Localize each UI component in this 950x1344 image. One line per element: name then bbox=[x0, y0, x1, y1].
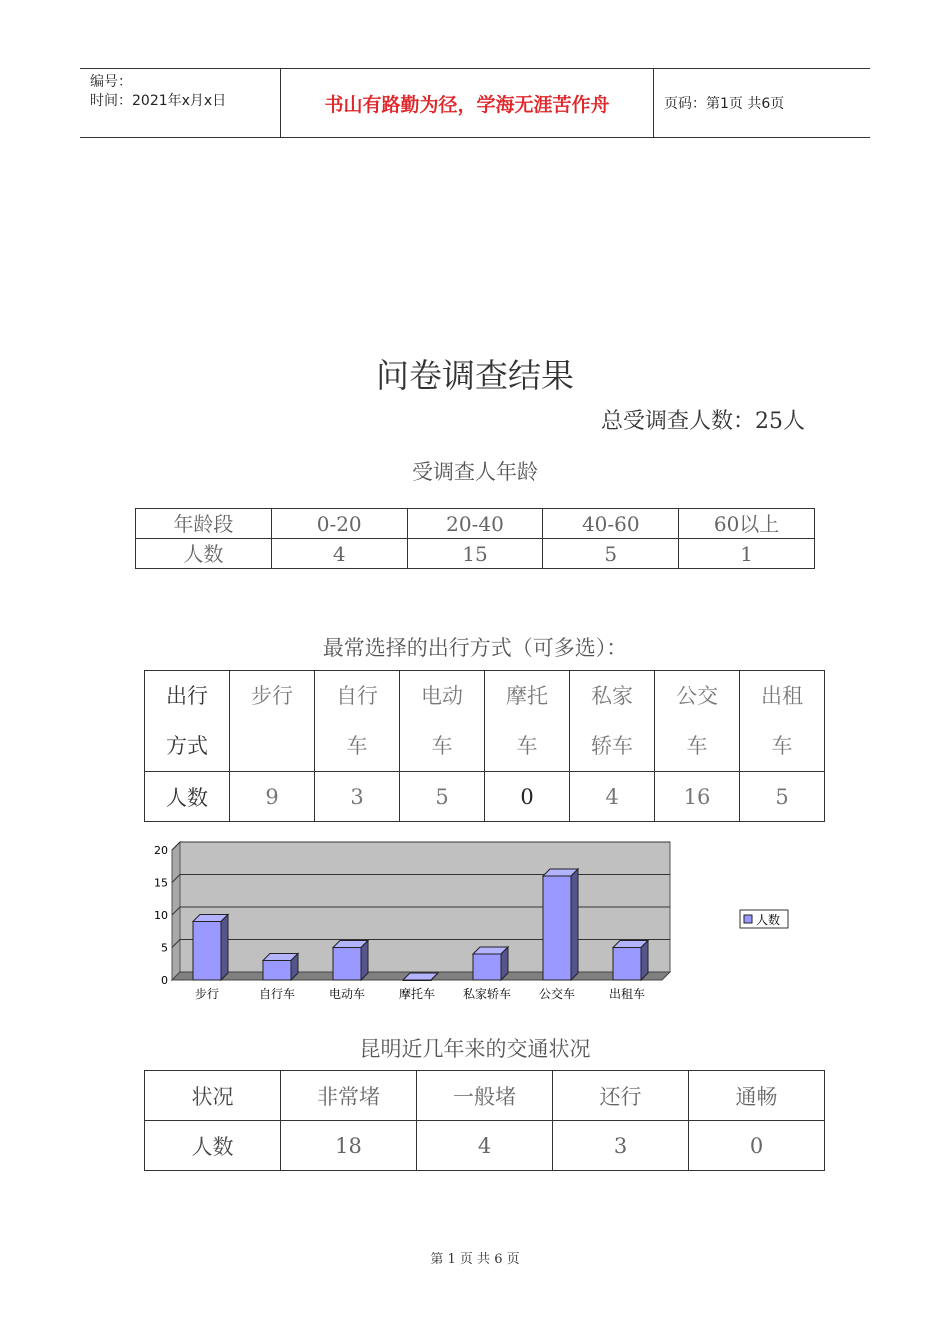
chart-bar bbox=[333, 948, 361, 981]
chart-y-tick-label: 15 bbox=[154, 876, 168, 890]
travel-header-cell bbox=[145, 671, 230, 772]
travel-section-title: 最常选择的出行方式（可多选）： bbox=[322, 636, 628, 660]
header-date: 时间：2021年x月x日 bbox=[90, 93, 227, 109]
travel-table bbox=[144, 670, 825, 822]
chart-x-tick-label: 公交车 bbox=[538, 987, 576, 1001]
chart-y-tick-label: 0 bbox=[161, 974, 168, 987]
travel-header-line: 电动 bbox=[421, 684, 463, 708]
traffic-table bbox=[144, 1070, 825, 1171]
age-table-header-row bbox=[136, 509, 815, 539]
chart-y-tick-label: 10 bbox=[154, 909, 168, 922]
traffic-table-header-row bbox=[145, 1071, 825, 1121]
travel-row-label: 人数 bbox=[145, 772, 230, 822]
travel-header-cell bbox=[655, 671, 740, 772]
age-header-cell: 0-20 bbox=[271, 509, 407, 539]
travel-header-line: 车 bbox=[346, 734, 368, 758]
traffic-value-cell: 3 bbox=[553, 1121, 689, 1171]
travel-header-line: 私家 bbox=[591, 684, 633, 708]
travel-value-cell: 4 bbox=[570, 772, 655, 822]
travel-header-line: 方式 bbox=[166, 734, 208, 758]
travel-header-line: 公交 bbox=[676, 684, 718, 708]
age-header-cell: 年龄段 bbox=[136, 509, 272, 539]
age-header-cell: 60以上 bbox=[679, 509, 815, 539]
traffic-value-cell: 人数 bbox=[145, 1121, 281, 1171]
travel-header-cell bbox=[485, 671, 570, 772]
document-title: 问卷调查结果 bbox=[376, 356, 574, 395]
travel-header-cell bbox=[400, 671, 485, 772]
travel-table-value-row bbox=[145, 772, 825, 822]
chart-bar-side bbox=[361, 941, 368, 981]
chart-bar bbox=[193, 922, 221, 981]
age-value-cell: 1 bbox=[679, 539, 815, 569]
travel-header-line: 出租 bbox=[761, 684, 803, 708]
travel-header-line: 车 bbox=[516, 734, 538, 758]
age-header-cell: 20-40 bbox=[407, 509, 543, 539]
travel-value-cell: 0 bbox=[485, 772, 570, 822]
page-header bbox=[80, 68, 870, 138]
chart-bar bbox=[263, 961, 291, 981]
traffic-header-cell: 状况 bbox=[145, 1071, 281, 1121]
travel-header-cell bbox=[570, 671, 655, 772]
traffic-value-cell: 0 bbox=[689, 1121, 825, 1171]
chart-bar-side bbox=[641, 941, 648, 981]
traffic-header-cell: 一般堵 bbox=[417, 1071, 553, 1121]
chart-y-tick-label: 20 bbox=[154, 844, 168, 857]
travel-table-header-row bbox=[145, 671, 825, 772]
chart-x-tick-label: 步行 bbox=[194, 987, 220, 1001]
age-value-cell: 5 bbox=[543, 539, 679, 569]
age-value-cell: 4 bbox=[271, 539, 407, 569]
travel-value-cell: 9 bbox=[230, 772, 315, 822]
traffic-value-cell: 18 bbox=[281, 1121, 417, 1171]
travel-bar-chart bbox=[140, 834, 810, 1004]
chart-bar-side bbox=[221, 915, 228, 981]
travel-value-cell: 5 bbox=[740, 772, 825, 822]
chart-x-tick-label: 自行车 bbox=[258, 987, 296, 1001]
chart-legend-swatch bbox=[744, 915, 752, 923]
chart-y-tick-label: 5 bbox=[161, 941, 168, 955]
chart-bar bbox=[473, 954, 501, 980]
chart-bar-side bbox=[571, 869, 578, 980]
header-motto: 书山有路勤为径，学海无涯苦作舟 bbox=[281, 69, 654, 137]
age-section-title: 受调查人年龄 bbox=[412, 460, 538, 484]
header-meta bbox=[80, 69, 281, 137]
chart-legend-label: 人数 bbox=[756, 913, 781, 927]
chart-bar bbox=[613, 948, 641, 981]
page-footer: 第 1 页 共 6 页 bbox=[430, 1252, 520, 1267]
travel-value-cell: 16 bbox=[655, 772, 740, 822]
travel-header-line: 车 bbox=[686, 734, 708, 758]
travel-header-line: 轿车 bbox=[591, 734, 633, 758]
header-page-number: 页码：第1页 共6页 bbox=[664, 96, 785, 112]
header-number: 编号： bbox=[90, 74, 132, 90]
chart-x-tick-label: 电动车 bbox=[328, 987, 366, 1001]
chart-x-tick-label: 摩托车 bbox=[398, 987, 436, 1001]
age-value-cell: 人数 bbox=[136, 539, 272, 569]
travel-header-cell bbox=[315, 671, 400, 772]
chart-x-tick-label: 出租车 bbox=[608, 987, 646, 1001]
age-table bbox=[135, 508, 815, 569]
traffic-header-cell: 通畅 bbox=[689, 1071, 825, 1121]
travel-header-cell bbox=[230, 671, 315, 772]
travel-header-line: 步行 bbox=[251, 684, 293, 708]
chart-bar bbox=[543, 876, 571, 980]
traffic-section-title: 昆明近几年来的交通状况 bbox=[359, 1037, 591, 1061]
travel-header-line: 摩托 bbox=[506, 684, 548, 708]
travel-header-cell bbox=[740, 671, 825, 772]
age-value-cell: 15 bbox=[407, 539, 543, 569]
travel-header-line: 车 bbox=[431, 734, 453, 758]
chart-x-tick-label: 私家轿车 bbox=[462, 987, 512, 1001]
travel-header-line: 车 bbox=[771, 734, 793, 758]
travel-value-cell: 3 bbox=[315, 772, 400, 822]
traffic-value-cell: 4 bbox=[417, 1121, 553, 1171]
travel-value-cell: 5 bbox=[400, 772, 485, 822]
travel-header-line: 出行 bbox=[166, 684, 208, 708]
travel-header-line: 自行 bbox=[336, 684, 378, 708]
age-table-value-row bbox=[136, 539, 815, 569]
traffic-table-value-row bbox=[145, 1121, 825, 1171]
total-respondents: 总受调查人数：25人 bbox=[601, 409, 805, 434]
traffic-header-cell: 非常堵 bbox=[281, 1071, 417, 1121]
age-header-cell: 40-60 bbox=[543, 509, 679, 539]
traffic-header-cell: 还行 bbox=[553, 1071, 689, 1121]
